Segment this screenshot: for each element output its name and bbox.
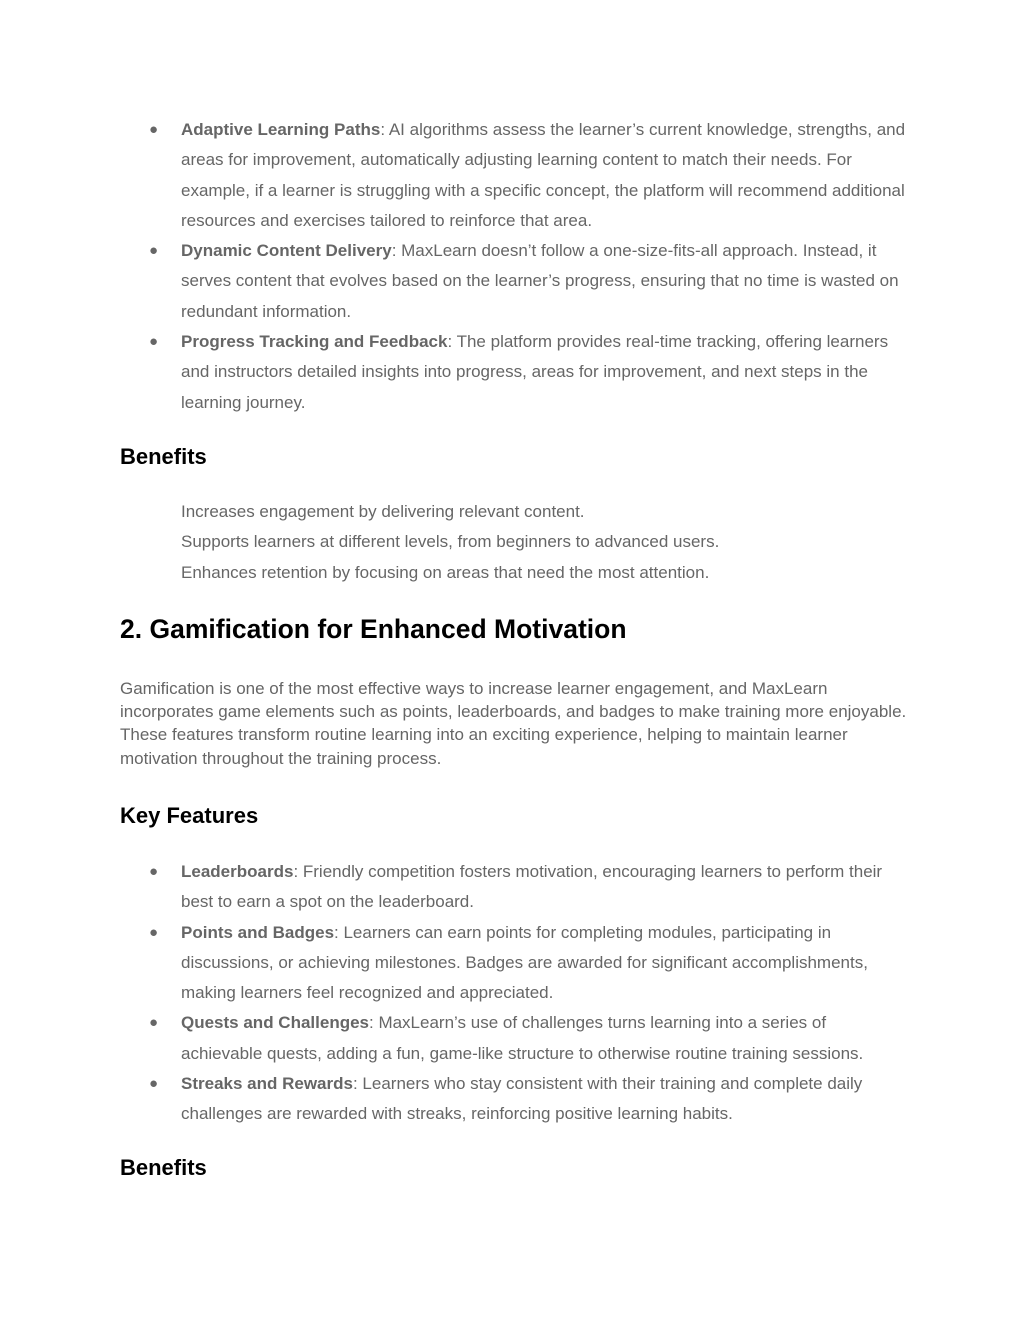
section-heading: 2. Gamification for Enhanced Motivation bbox=[120, 614, 627, 644]
feature-text: : MaxLearn’s use of challenges turns learning into a series of achievable quests, adding a fun, game-like structure to otherwise routine training sessions. bbox=[181, 1013, 864, 1063]
feature-text: : Learners who stay consistent with their training and complete daily challenges are rewarded with streaks, reinforcing positive learning habits. bbox=[181, 1074, 863, 1124]
list-item bbox=[120, 1008, 910, 1069]
bullet-icon: ● bbox=[149, 1075, 159, 1093]
feature-title: Leaderboards bbox=[181, 862, 294, 881]
list-item: Enhances retention by focusing on areas that need the most attention. bbox=[181, 562, 710, 582]
key-features-heading: Key Features bbox=[120, 803, 259, 828]
list-item bbox=[120, 918, 910, 1009]
benefits-heading: Benefits bbox=[120, 1155, 207, 1180]
benefits-heading: Benefits bbox=[120, 444, 207, 469]
feature-text: : The platform provides real-time tracking, offering learners and instructors detailed insights into progress, areas for improvement, and next steps in the learning journey. bbox=[181, 332, 889, 412]
list-item bbox=[120, 115, 910, 236]
feature-text: : MaxLearn doesn’t follow a one-size-fits-all approach. Instead, it serves content that evolves based on the learner’s progress, ensuring that no time is wasted on redundant information. bbox=[181, 241, 899, 321]
bullet-icon: ● bbox=[149, 863, 159, 880]
feature-text: : Friendly competition fosters motivation, encouraging learners to perform their best to earn a spot on the leaderboard. bbox=[181, 862, 883, 912]
feature-title: Quests and Challenges bbox=[181, 1013, 369, 1033]
feature-title: Progress Tracking and Feedback bbox=[181, 332, 448, 352]
section1-feature-list bbox=[120, 115, 910, 418]
feature-title: Adaptive Learning Paths bbox=[181, 120, 381, 139]
list-item: Increases engagement by delivering relevant content. bbox=[181, 502, 585, 521]
bullet-icon: ● bbox=[149, 1014, 159, 1032]
bullet-icon: ● bbox=[149, 242, 159, 260]
list-item bbox=[120, 857, 910, 918]
feature-title: Points and Badges bbox=[181, 922, 335, 942]
bullet-icon: ● bbox=[149, 923, 159, 941]
intro-paragraph: Gamification is one of the most effective ways to increase learner engagement, and MaxLearn incorporates game elements such as points, leaderboards, and badges to make training more enjoyable. These features transform routine learning into an exciting experience, helping to maintain learner motivation throughout the training process. bbox=[120, 679, 907, 768]
section2-feature-list bbox=[120, 857, 910, 1130]
feature-text: : Learners can earn points for completing modules, participating in discussions, or achieving milestones. Badges are awarded for significant accomplishments, making learners feel recognized and appreciated. bbox=[181, 922, 868, 1003]
feature-title: Dynamic Content Delivery bbox=[181, 241, 392, 261]
list-item bbox=[120, 327, 910, 418]
list-item: Supports learners at different levels, from beginners to advanced users. bbox=[181, 532, 720, 552]
bullet-icon: ● bbox=[149, 333, 159, 351]
feature-title: Streaks and Rewards bbox=[181, 1074, 353, 1094]
list-item bbox=[120, 1069, 910, 1130]
feature-text: : AI algorithms assess the learner’s current knowledge, strengths, and areas for improvement, automatically adjusting learning content to match their needs. For example, if a learner is struggling with a specific concept, the platform will recommend additional resources and exercises tailored to reinforce that area. bbox=[181, 120, 906, 230]
benefits-list bbox=[181, 497, 901, 588]
list-item bbox=[120, 236, 910, 327]
bullet-icon: ● bbox=[149, 121, 159, 138]
